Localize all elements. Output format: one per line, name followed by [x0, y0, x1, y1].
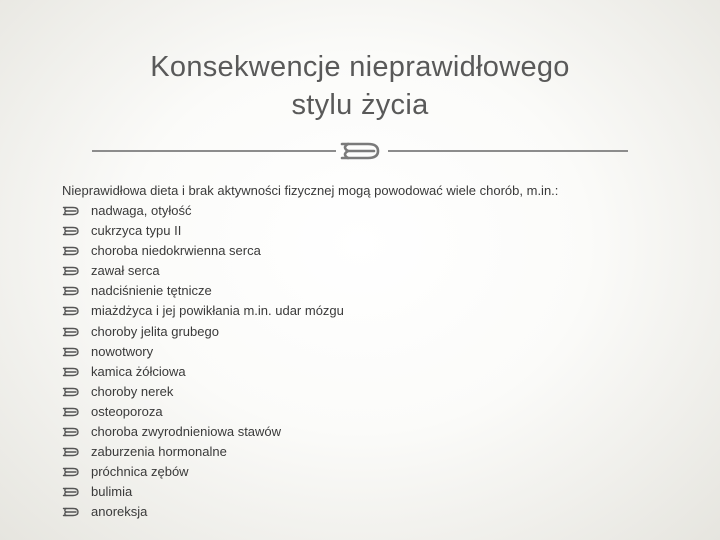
list-item — [62, 402, 682, 422]
list-item-label: choroba niedokrwienna serca — [91, 243, 261, 259]
scroll-bullet-icon — [62, 406, 80, 418]
list-item-label: próchnica zębów — [91, 464, 189, 480]
list-item-label: anoreksja — [91, 504, 148, 520]
list-item-label: cukrzyca typu II — [91, 223, 182, 239]
scroll-bullet-icon — [62, 346, 80, 358]
scroll-bullet-icon — [62, 305, 80, 317]
list-item — [62, 342, 682, 362]
list-item-label: nowotwory — [91, 343, 154, 359]
slide-content — [62, 181, 682, 523]
slide-title-line-2: stylu życia — [291, 89, 429, 121]
list-item-label: nadciśnienie tętnicze — [91, 283, 212, 299]
scroll-bullet-icon — [62, 326, 80, 338]
list-item-label: bulimia — [91, 484, 133, 500]
list-item — [62, 382, 682, 402]
list-item-label: zawał serca — [91, 263, 160, 279]
scroll-bullet-icon — [62, 265, 80, 277]
list-item-label: osteoporoza — [91, 403, 163, 419]
list-item-label: choroby jelita grubego — [91, 323, 219, 339]
scroll-ornament-icon — [338, 136, 386, 166]
list-item — [62, 281, 682, 301]
title-divider-right — [388, 150, 628, 152]
list-item — [62, 462, 682, 482]
slide-title — [60, 48, 660, 124]
scroll-bullet-icon — [62, 446, 80, 458]
list-item-label: nadwaga, otyłość — [91, 203, 192, 218]
intro-text: Nieprawidłowa dieta i brak aktywności fizycznej mogą powodować wiele chorób, m.in.: — [62, 183, 559, 198]
slide-title-line-1: Konsekwencje nieprawidłowego — [150, 51, 570, 83]
list-item — [62, 482, 682, 502]
list-item — [62, 261, 682, 281]
scroll-bullet-icon — [62, 366, 80, 378]
list-item — [62, 422, 682, 442]
list-item — [62, 322, 682, 342]
list-item-label: choroby nerek — [91, 383, 174, 399]
list-item — [62, 201, 682, 221]
list-item — [62, 301, 682, 321]
list-item-label: choroba zwyrodnieniowa stawów — [91, 424, 282, 440]
list-item-label: zaburzenia hormonalne — [91, 444, 227, 460]
scroll-bullet-icon — [62, 245, 80, 257]
scroll-bullet-icon — [62, 205, 80, 217]
list-item — [62, 241, 682, 261]
scroll-bullet-icon — [62, 285, 80, 297]
title-divider-left — [92, 150, 336, 152]
disease-list — [62, 201, 682, 523]
list-item — [62, 442, 682, 462]
list-item-label: miażdżyca i jej powikłania m.in. udar mózgu — [91, 303, 344, 319]
scroll-bullet-icon — [62, 426, 80, 438]
list-item — [62, 502, 682, 522]
scroll-bullet-icon — [62, 386, 80, 398]
list-item-label: kamica żółciowa — [91, 363, 186, 379]
scroll-bullet-icon — [62, 466, 80, 478]
scroll-bullet-icon — [62, 225, 80, 237]
list-item — [62, 362, 682, 382]
list-item — [62, 221, 682, 241]
scroll-bullet-icon — [62, 506, 80, 518]
scroll-bullet-icon — [62, 486, 80, 498]
